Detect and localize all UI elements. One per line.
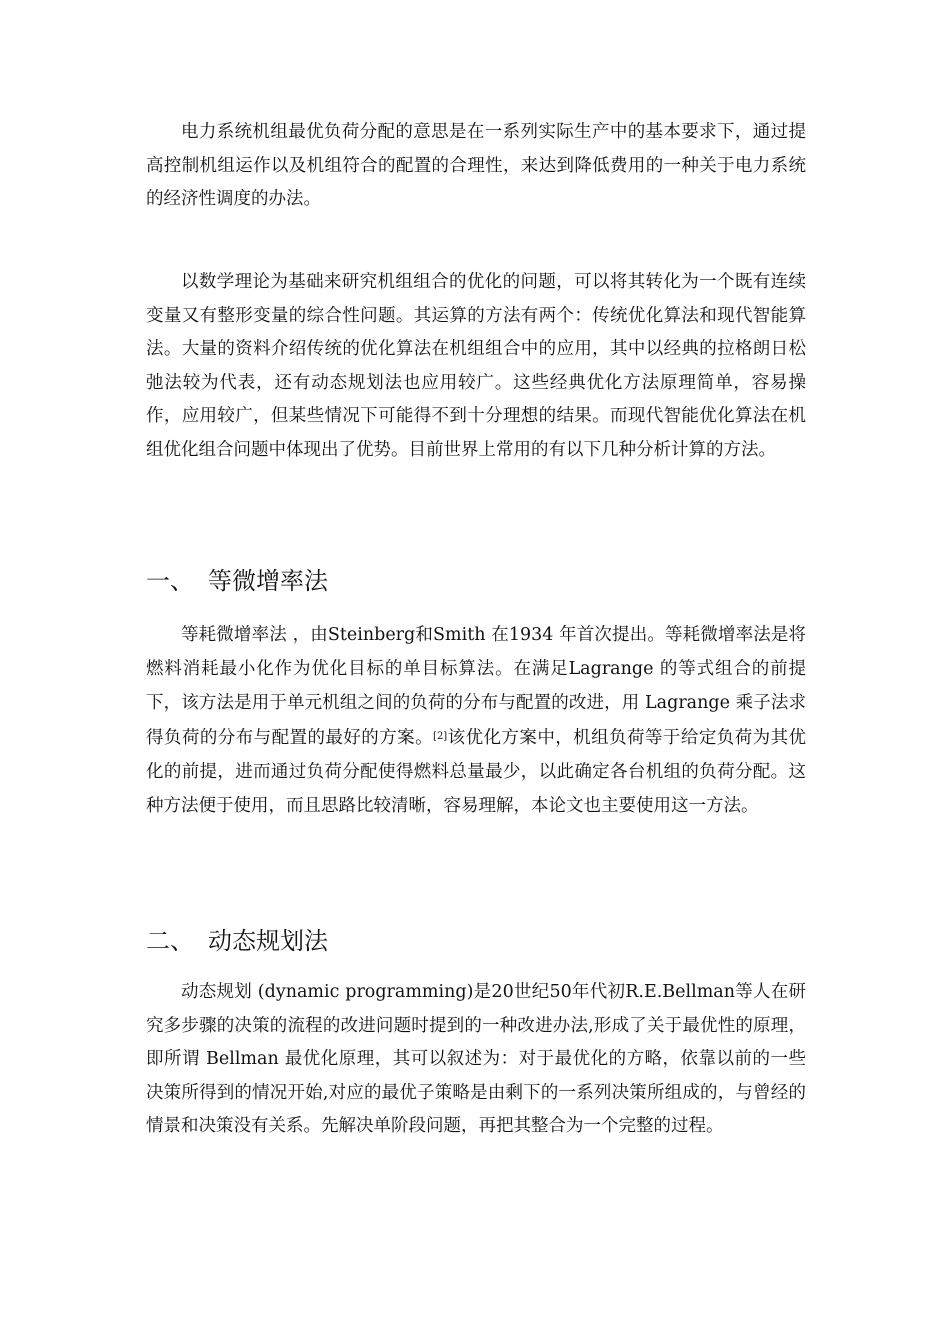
section-heading-equal-increment — [146, 565, 328, 597]
paragraph-text: 该优化方案中，机组负荷等于给定负荷为其优化的前提，进而通过负荷分配使得燃料总量最少，以此确定各台机组的负荷分配。这种方法便于使用，而且思路比较清晰，容易理解，本论文也主要使用这一方法。 — [146, 728, 807, 816]
equal-increment-paragraph — [146, 619, 806, 824]
paragraph-text: 等耗微增率法 ，由Steinberg和Smith 在1934 年首次提出。等耗微增率法是将燃料消耗最小化作为优化目标的单目标算法。在满足Lagrange 的等式组合的前提下，该方法是用于单元机组之间的负荷的分布与配置的改进，用 Lagrange 乘子法求得负荷的分布与配置的最好的方案。 — [146, 625, 806, 749]
section-number: 二、 — [146, 927, 194, 955]
intro-paragraph: 电力系统机组最优负荷分配的意思是在一系列实际生产中的基本要求下，通过提高控制机组运作以及机组符合的配置的合理性，来达到降低费用的一种关于电力系统的经济性调度的办法。 — [146, 122, 806, 210]
citation-reference: [2] — [433, 731, 448, 743]
dynamic-programming-paragraph: 动态规划 (dynamic programming)是20世纪50年代初R.E.Bellman等人在研究多步骤的决策的流程的改进问题时提到的一种改进办法,形成了关于最优性的原理，即所谓 Bellman 最优化原理，其可以叙述为：对于最优化的方略，依靠以前的一些决策所得到的情况开始,对应的最优子策略是由剩下的一系列决策所组成的，与曾经的情景和决策没有关系。先解决单阶段问题，再把其整合为一个完整的过程。 — [146, 982, 806, 1137]
methods-overview-paragraph: 以数学理论为基础来研究机组组合的优化的问题，可以将其转化为一个既有连续变量又有整形变量的综合性问题。其运算的方法有两个：传统优化算法和现代智能算法。大量的资料介绍传统的优化算法在机组组合中的应用，其中以经典的拉格朗日松弛法较为代表，还有动态规划法也应用较广。这些经典优化方法原理简单，容易操作，应用较广，但某些情况下可能得不到十分理想的结果。而现代智能优化算法在机组优化组合问题中体现出了优势。目前世界上常用的有以下几种分析计算的方法。 — [146, 272, 806, 460]
section-number: 一、 — [146, 567, 194, 595]
section-title: 动态规划法 — [208, 927, 328, 955]
section-title: 等微增率法 — [208, 567, 328, 595]
section-heading-dynamic-programming — [146, 925, 328, 957]
